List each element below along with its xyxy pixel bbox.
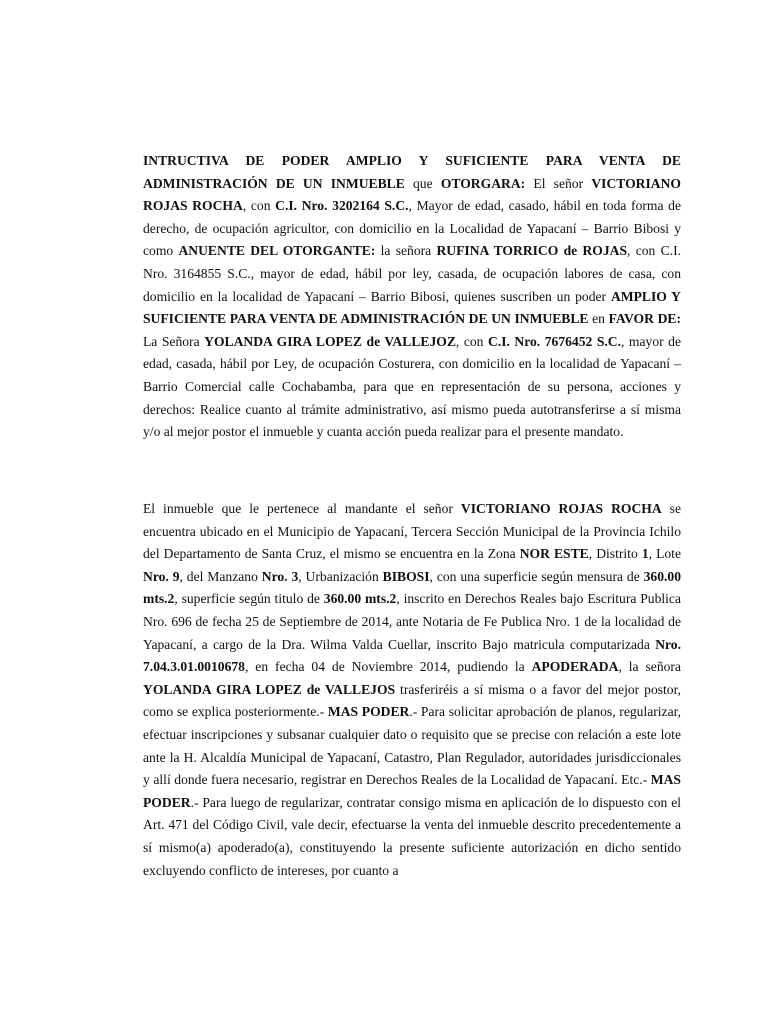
text-run: la señora bbox=[375, 243, 437, 259]
text-run: , en fecha 04 de Noviembre 2014, pudiendo la bbox=[244, 659, 532, 675]
bold-run: OTORGARA: bbox=[440, 175, 526, 191]
text-run: , la señora bbox=[618, 659, 681, 675]
text-run: que bbox=[404, 175, 441, 191]
text-run: El señor bbox=[525, 175, 592, 191]
bold-run: VICTORIANO ROJAS ROCHA bbox=[143, 175, 681, 214]
text-run: , superficie según titulo de bbox=[174, 591, 324, 607]
bold-run: ANUENTE DEL OTORGANTE: bbox=[178, 243, 376, 259]
paragraph-2-text bbox=[143, 498, 681, 882]
text-run: .- Para solicitar aprobación de planos, regularizar, efectuar inscripciones y subsanar cualquier dato o requisito que se precise con relación a este lote ante la H. Alcaldía Municipal de Yapacaní, Catastro, Plan Regulador, autoridades jurisdiccionales y allí donde fuera necesario, registrar en Derechos Reales de la Localidad de Yapacaní. Etc.- bbox=[143, 704, 682, 788]
text-run: , Urbanización bbox=[298, 568, 383, 584]
bold-run: APODERADA bbox=[531, 659, 619, 675]
bold-run: C.I. Nro. 7676452 S.C. bbox=[487, 333, 622, 349]
bold-run: AMPLIO Y SUFICIENTE PARA VENTA DE ADMINISTRACIÓN DE UN INMUEBLE bbox=[143, 288, 681, 327]
bold-run: 360.00 mts.2 bbox=[143, 568, 682, 607]
text-run: , Lote bbox=[648, 546, 681, 562]
text-run: se encuentra ubicado en el Municipio de Yapacaní, Tercera Sección Municipal de la Provincia Ichilo del Departamento de Santa Cruz, el mismo se encuentra en la Zona bbox=[143, 501, 681, 562]
bold-run: VICTORIANO ROJAS ROCHA bbox=[460, 501, 662, 516]
paragraph-1-text bbox=[143, 150, 681, 444]
paragraph-1 bbox=[143, 150, 681, 444]
bold-run: YOLANDA GIRA LOPEZ de VALLEJOZ bbox=[204, 333, 456, 349]
bold-run: BIBOSI bbox=[382, 568, 430, 584]
bold-run: YOLANDA GIRA LOPEZ de VALLEJOS bbox=[143, 681, 396, 697]
bold-run: 360.00 mts.2 bbox=[323, 591, 397, 607]
paragraph-2 bbox=[143, 498, 681, 882]
text-run: , Distrito bbox=[588, 546, 642, 562]
text-run: La Señora bbox=[143, 333, 205, 349]
text-run: , del Manzano bbox=[179, 568, 262, 584]
text-run: El inmueble que le pertenece al mandante el señor bbox=[143, 501, 461, 516]
text-run: , inscrito en Derechos Reales bajo Escritura Publica Nro. 696 de fecha 25 de Septiembre de 2014, ante Notaria de Fe Publica Nro. 1 de la localidad de Yapacaní, a cargo de la Dra. Wilma Valda Cuellar, inscrito Bajo matricula computarizada bbox=[143, 591, 681, 652]
bold-run: 1 bbox=[641, 546, 649, 562]
text-run: , Mayor de edad, casado, hábil en toda forma de derecho, de ocupación agricultor, con domicilio en la Localidad de Yapacaní – Barrio Bibosi y como bbox=[143, 198, 681, 259]
text-run: , con bbox=[455, 333, 488, 349]
bold-run: RUFINA TORRICO de ROJAS bbox=[436, 243, 628, 259]
text-run: , con C.I. Nro. 3164855 S.C., mayor de edad, hábil por ley, casada, de ocupación labores de casa, con domicilio en la localidad de Yapacaní – Barrio Bibosi, quienes suscriben un poder bbox=[143, 243, 681, 304]
bold-run: INTRUCTIVA DE PODER AMPLIO Y SUFICIENTE PARA VENTA DE ADMINISTRACIÓN DE UN INMUEBLE bbox=[143, 153, 681, 191]
text-run: , mayor de edad, casada, hábil por Ley, de ocupación Costurera, con domicilio en la localidad de Yapacaní – Barrio Comercial calle Cochabamba, para que en representación de su persona, acciones y derechos: Realice cuanto al trámite administrativo, así mismo pueda autotransferirse a sí misma y/o al mejor postor el inmueble y cuanta acción pueda realizar para el presente mandato. bbox=[143, 333, 682, 440]
bold-run: Nro. 9 bbox=[143, 568, 180, 584]
text-run: trasferiréis a sí misma o a favor del mejor postor, como se explica posteriormente.- bbox=[143, 681, 681, 720]
bold-run: NOR ESTE bbox=[519, 546, 589, 562]
bold-run: Nro. 3 bbox=[261, 568, 299, 584]
bold-run: Nro. 7.04.3.01.0010678 bbox=[143, 636, 681, 675]
text-run: , con bbox=[242, 198, 276, 214]
text-run: en bbox=[588, 311, 609, 327]
bold-run: FAVOR DE: bbox=[608, 311, 681, 327]
bold-run: C.I. Nro. 3202164 S.C. bbox=[275, 198, 409, 214]
bold-run: MAS PODER bbox=[143, 772, 681, 810]
bold-run: MAS PODER bbox=[327, 704, 410, 720]
text-run: .- Para luego de regularizar, contratar consigo misma en aplicación de lo dispuesto con el Art. 471 del Código Civil, vale decir, efectuarse la venta del inmueble descrito precedentemente a sí mismo(a) apoderado(a), constituyendo la presente suficiente autorización en dicho sentido excluyendo conflicto de intereses, por cuanto a bbox=[143, 794, 681, 878]
text-run: , con una superficie según mensura de bbox=[429, 568, 644, 584]
